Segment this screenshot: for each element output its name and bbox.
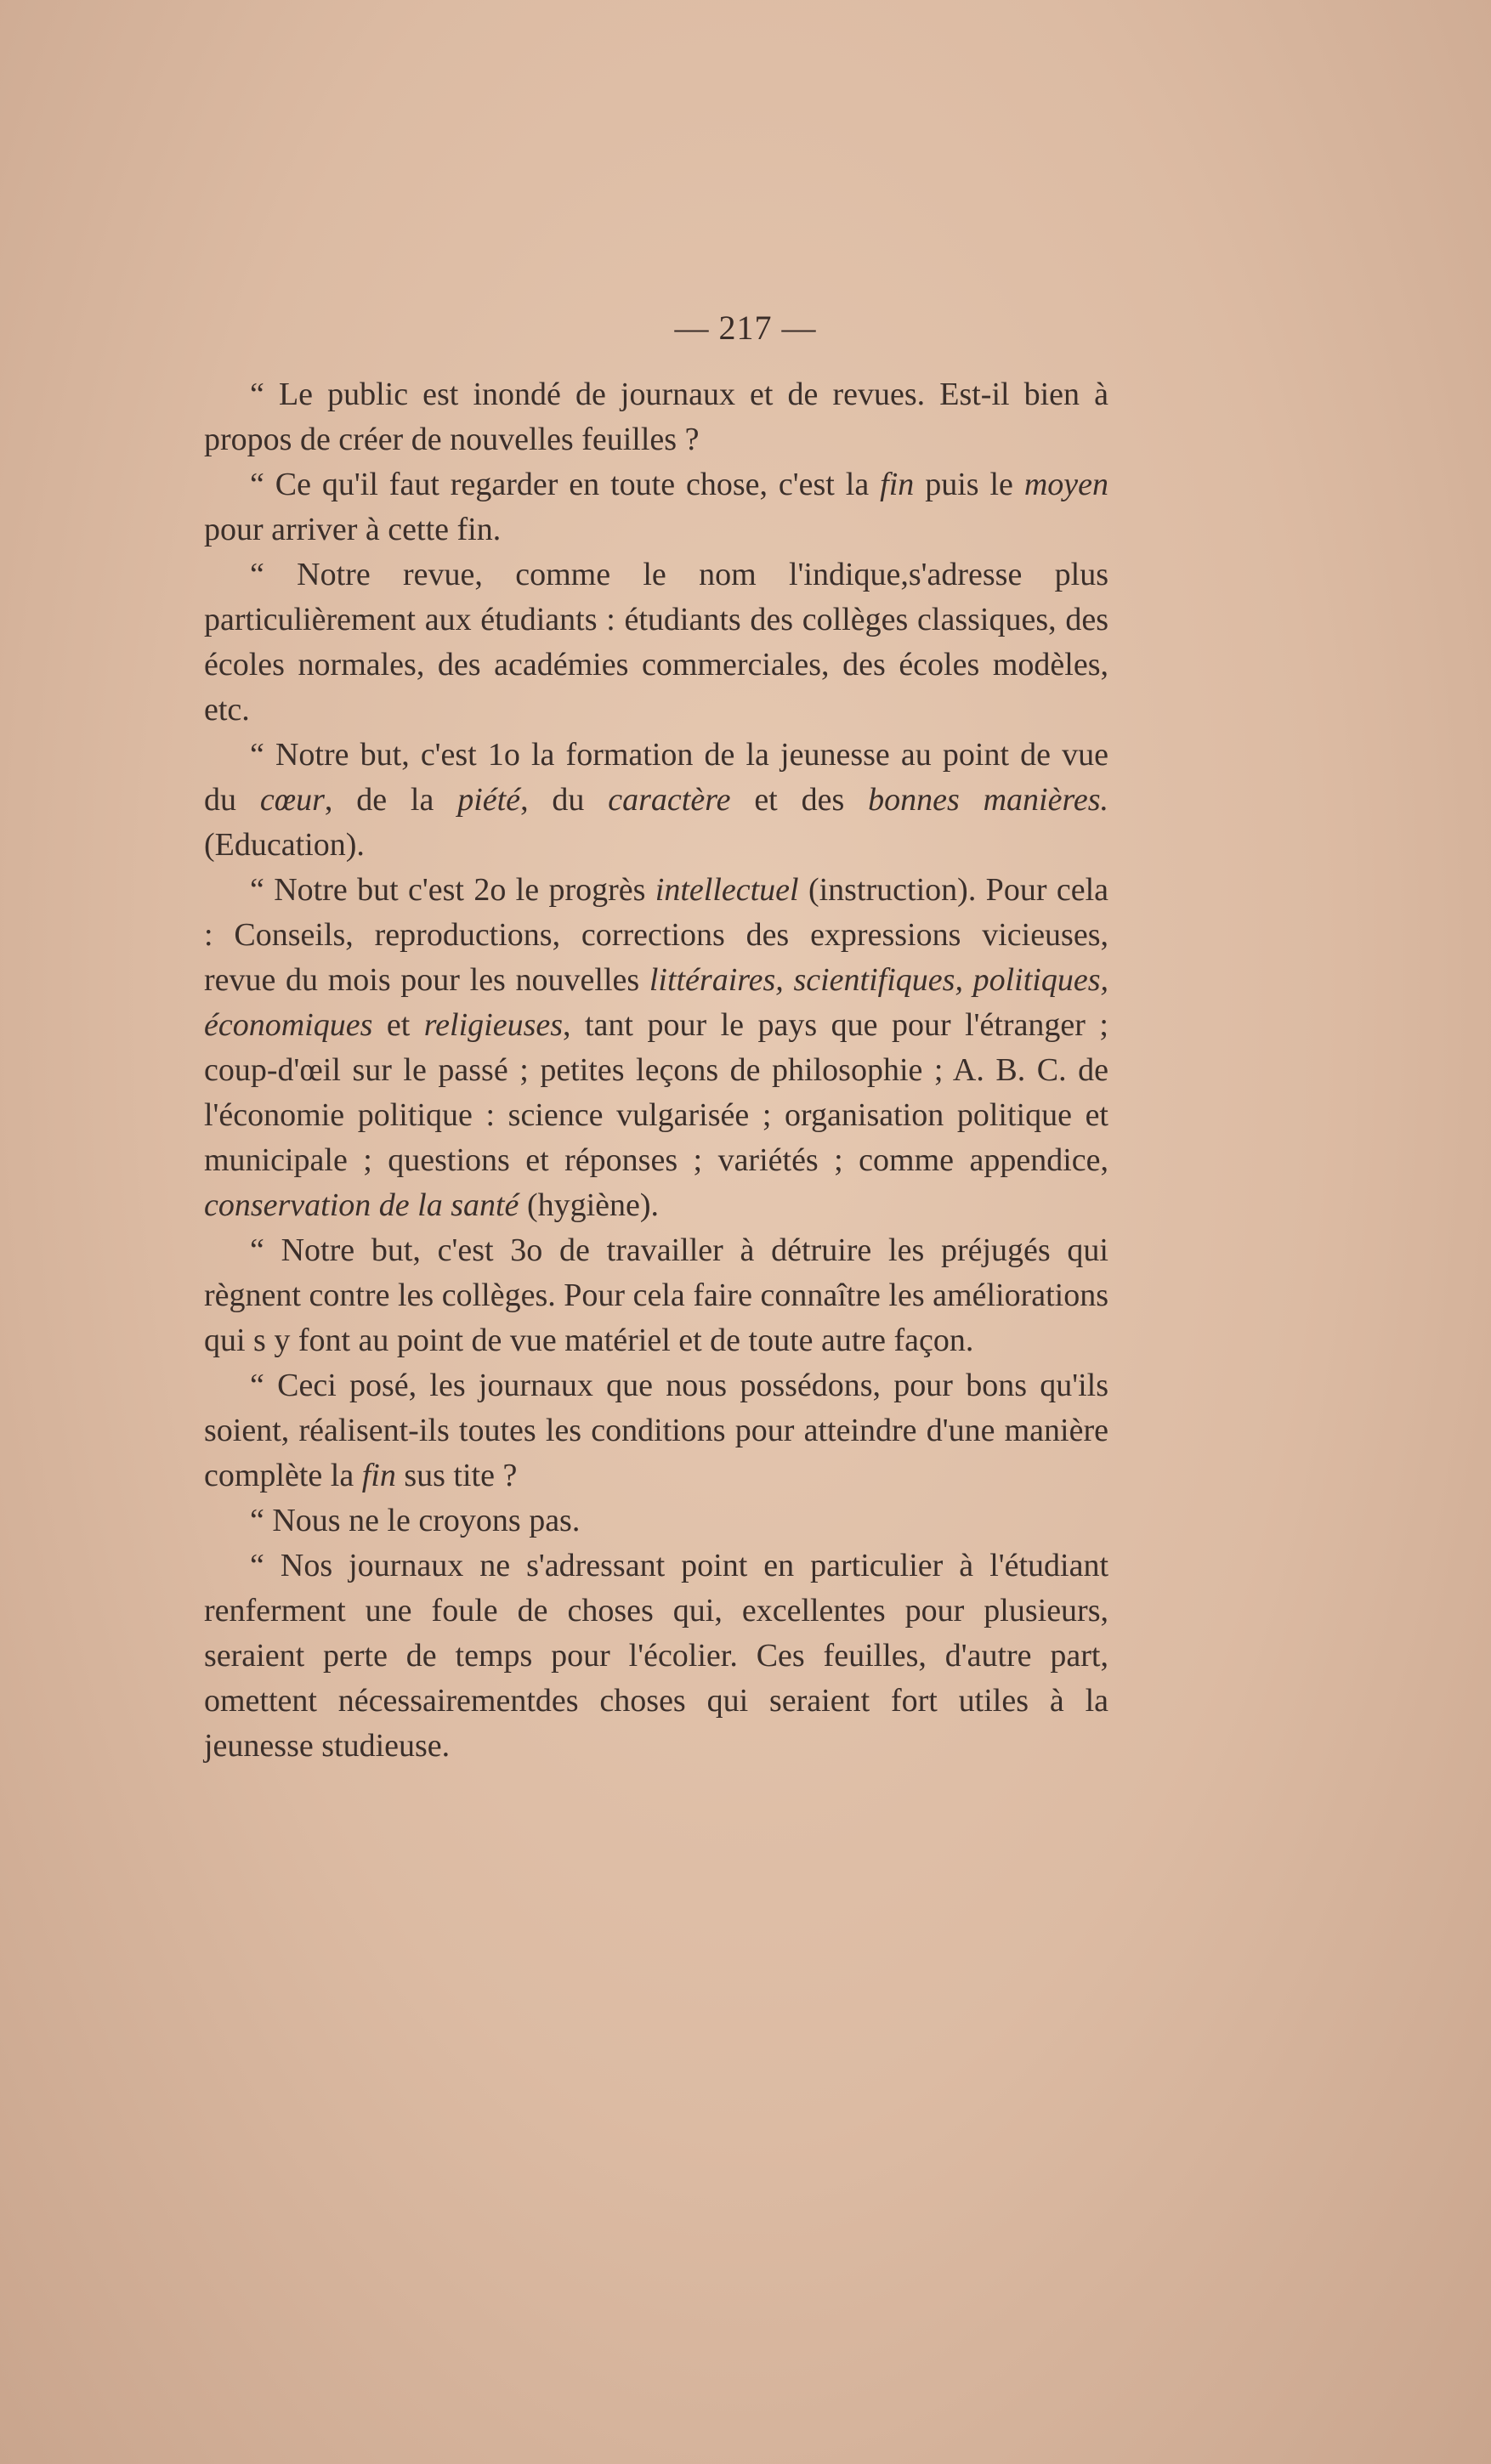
paragraph (204, 733, 1117, 868)
paragraph (204, 462, 1117, 552)
text-run: et (372, 1007, 424, 1043)
text-run: “ Nos journaux ne s'adressant point en particulier à l'étudiant renferment une foule de choses qui, excellentes pour plusieurs, seraient perte de temps pour l'écolier. Ces feuilles, d'autre part, omettent nécessairementdes choses qui seraient fort utiles à la jeunesse studieuse. (204, 1548, 1117, 1764)
paragraph (204, 372, 1117, 462)
page-number: — 217 — (674, 309, 817, 347)
body-text (204, 372, 1117, 1769)
italic-text: littéraires, scientifiques, politiques, économiques (204, 962, 1108, 1043)
text-run: et des (730, 782, 869, 818)
paragraph (204, 1544, 1117, 1769)
text-run: “ Notre but, c'est 3o de travailler à détruire les préjugés qui règnent contre les collèges. Pour cela faire connaître les améliorations qui s y font au point de vue matériel et de toute autre façon. (204, 1232, 1117, 1358)
italic-text: bonnes manières. (868, 782, 1109, 818)
text-run: (instruction). Pour cela : Conseils, reproductions, corrections des expressions vicieuses, revue du mois pour les nouvelles (204, 872, 1117, 998)
italic-text: religieuses (423, 1007, 564, 1043)
text-run: (hygiène). (519, 1187, 660, 1223)
paragraph (204, 552, 1117, 733)
text-run: puis le (914, 467, 1024, 502)
italic-text: intellectuel (655, 872, 799, 908)
paragraph (204, 1363, 1117, 1498)
paragraph (204, 1228, 1117, 1363)
text-run: “ Nous ne le croyons pas. (250, 1503, 581, 1538)
text-run: , du (520, 782, 609, 818)
italic-text: fin (361, 1458, 396, 1493)
italic-text: caractère (608, 782, 731, 818)
italic-text: moyen (1023, 467, 1108, 502)
paragraph (204, 868, 1117, 1228)
paragraph (204, 1498, 1108, 1544)
text-run: “ Ceci posé, les journaux que nous possédons, pour bons qu'ils soient, réalisent-ils toutes les conditions pour atteindre d'une manière complète la (204, 1368, 1117, 1493)
text-run: “ Le public est inondé de journaux et de revues. Est-il bien à propos de créer de nouvelles feuilles ? (204, 377, 1117, 457)
text-run: “ Notre but, c'est 1o la formation de la jeunesse au point de vue du (204, 737, 1117, 818)
text-run: (Education). (204, 782, 1117, 863)
italic-text: fin (880, 467, 915, 502)
text-run: “ Notre but c'est 2o le progrès (250, 872, 655, 908)
text-run: sus tite ? (395, 1458, 518, 1493)
italic-text: conservation de la santé (204, 1187, 519, 1223)
text-run: pour arriver à cette fin. (204, 467, 1117, 547)
text-run: “ Ce qu'il faut regarder en toute chose, c'est la (250, 467, 881, 502)
italic-text: cœur (259, 782, 325, 818)
text-run: , de la (324, 782, 458, 818)
text-run: , tant pour le pays que pour l'étranger ; coup-d'œil sur le passé ; petites leçons de philosophie ; A. B. C. de l'économie politique : science vulgarisée ; organisation politique et municipale ; questions et réponses ; variétés ; comme appendice, (204, 1007, 1117, 1178)
text-run: “ Notre revue, comme le nom l'indique,s'adresse plus particulièrement aux étudiants : étudiants des collèges classiques, des écoles normales, des académies commerciales, des écoles modèles, etc. (204, 557, 1117, 728)
italic-text: piété (457, 782, 521, 818)
